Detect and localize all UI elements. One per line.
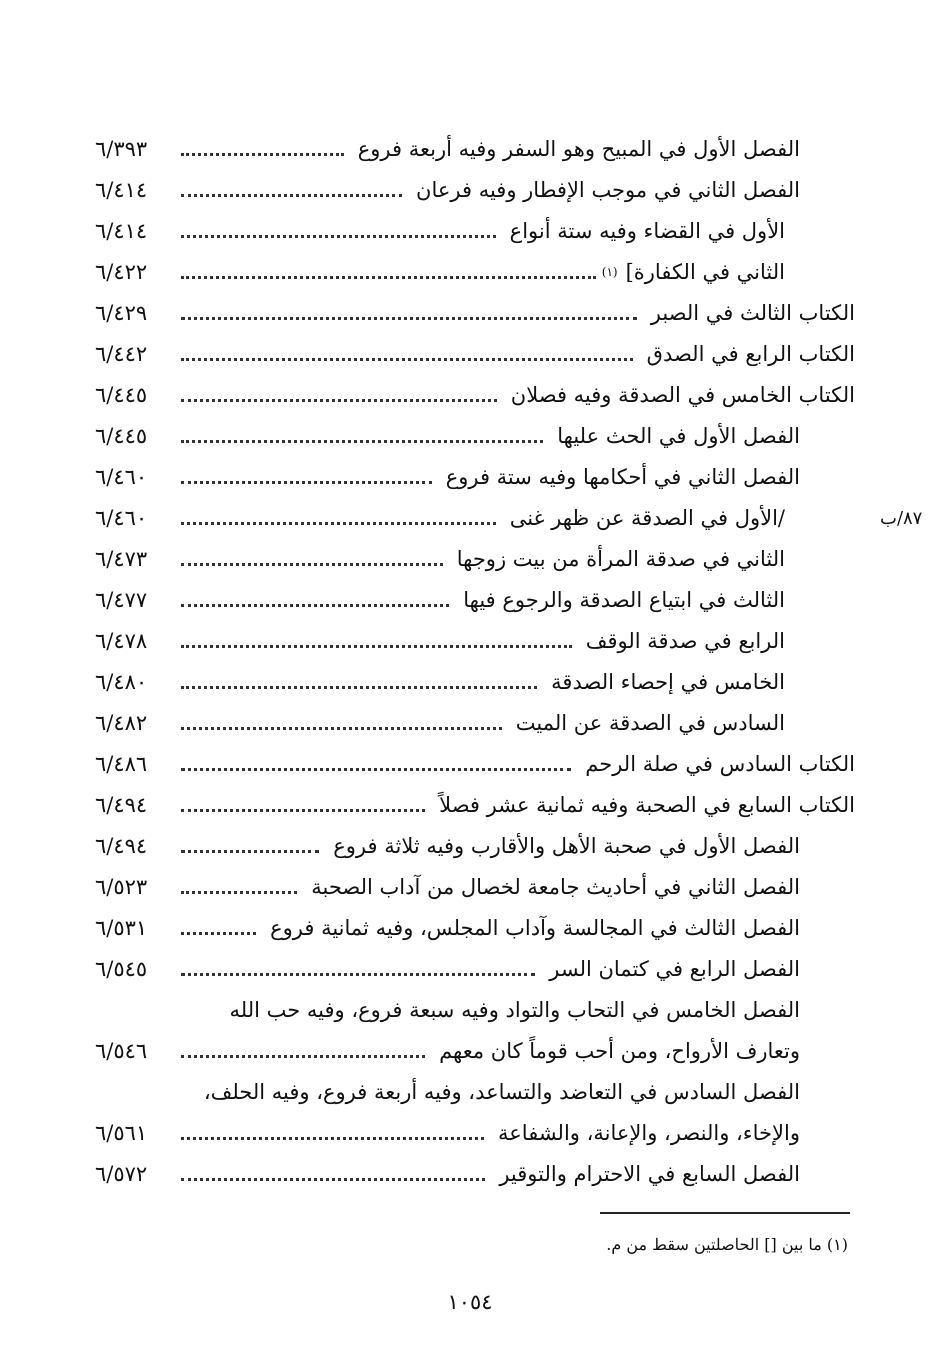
dot-leader [181, 727, 502, 730]
dot-leader [181, 850, 319, 853]
dot-leader [181, 399, 497, 402]
dot-leader [181, 686, 537, 689]
toc-entry-page: ٦/٥٦١ [95, 1120, 148, 1145]
toc-entry [95, 743, 855, 784]
toc-entry-page: ٦/٤١٤ [95, 177, 148, 202]
table-of-contents [95, 128, 855, 1194]
toc-entry-page: ٦/٣٩٣ [95, 136, 148, 161]
toc-entry-title: الخامس في إحصاء الصدقة [551, 669, 785, 694]
toc-entry [95, 1071, 855, 1112]
toc-entry-page: ٦/٥٧٢ [95, 1161, 148, 1186]
toc-entry-title: الرابع في صدقة الوقف [585, 628, 785, 653]
toc-entry-page: ٦/٥٢٣ [95, 874, 148, 899]
toc-entry [95, 251, 855, 292]
toc-entry [95, 169, 855, 210]
toc-entry-page: ٦/٤٢٢ [95, 259, 148, 284]
toc-entry-title: والإخاء، والنصر، والإعانة، والشفاعة [498, 1120, 800, 1145]
toc-entry [95, 292, 855, 333]
toc-entry-title: الكتاب الثالث في الصبر [650, 300, 855, 325]
toc-entry-page: ٦/٤٢٩ [95, 300, 148, 325]
dot-leader [181, 563, 443, 566]
toc-entry-title: الفصل الثالث في المجالسة وآداب المجلس، وفيه ثمانية فروع [270, 915, 800, 940]
toc-entry-title: السادس في الصدقة عن الميت [515, 710, 785, 735]
footnote: (١) ما بين [] الحاصلتين سقط من م. [606, 1235, 848, 1254]
toc-entry [95, 1112, 855, 1153]
toc-entry-page: ٦/٥٤٦ [95, 1038, 148, 1063]
dot-leader [181, 153, 344, 156]
dot-leader [181, 317, 637, 320]
dot-leader [181, 358, 633, 361]
footnote-marker: (١) [601, 264, 618, 279]
dot-leader [181, 768, 571, 771]
toc-entry-title: الفصل الثاني في موجب الإفطار وفيه فرعان [416, 177, 800, 202]
toc-entry [95, 128, 855, 169]
toc-entry-page: ٦/٥٣١ [95, 915, 148, 940]
margin-note: ٨٧/ب [880, 508, 923, 529]
toc-entry-title: الكتاب السادس في صلة الرحم [585, 751, 855, 776]
toc-entry-title: الفصل الثاني في أحاديث جامعة لخصال من آداب الصحبة [311, 874, 800, 899]
dot-leader [181, 1137, 484, 1140]
toc-entry-title: الثالث في ابتياع الصدقة والرجوع فيها [463, 587, 785, 612]
dot-leader [181, 604, 449, 607]
toc-entry [95, 989, 855, 1030]
toc-entry-page: ٦/٥٤٥ [95, 956, 148, 981]
toc-entry-title: الكتاب السابع في الصحبة وفيه ثمانية عشر فصلاً [439, 792, 855, 817]
toc-entry-title: الفصل الأول في الحث عليها [557, 423, 800, 448]
toc-entry [95, 333, 855, 374]
toc-entry [95, 538, 855, 579]
footnote-divider [600, 1212, 850, 1214]
toc-entry [95, 948, 855, 989]
toc-entry [95, 784, 855, 825]
dot-leader [181, 1055, 425, 1058]
toc-entry-page: ٦/٤٦٠ [95, 464, 148, 489]
dot-leader [181, 481, 432, 484]
toc-entry-page: ٦/٤١٤ [95, 218, 148, 243]
toc-entry [95, 497, 855, 538]
toc-entry-page: ٦/٤٤٢ [95, 341, 148, 366]
toc-entry [95, 1030, 855, 1071]
dot-leader [181, 276, 596, 279]
dot-leader [181, 194, 402, 197]
dot-leader [181, 522, 496, 525]
toc-entry [95, 210, 855, 251]
toc-entry-title: الأول في القضاء وفيه ستة أنواع [509, 218, 785, 243]
dot-leader [181, 440, 543, 443]
toc-entry [95, 661, 855, 702]
dot-leader [181, 645, 572, 648]
toc-entry [95, 907, 855, 948]
toc-entry [95, 620, 855, 661]
toc-entry-page: ٦/٤٤٥ [95, 382, 148, 407]
toc-entry-title: وتعارف الأرواح، ومن أحب قوماً كان معهم [439, 1038, 800, 1063]
toc-entry-title: الثاني في الكفارة] [625, 259, 785, 284]
dot-leader [181, 891, 297, 894]
page-number: ١٠٥٤ [447, 1290, 493, 1314]
toc-entry [95, 415, 855, 456]
toc-entry-page: ٦/٤٨٠ [95, 669, 148, 694]
toc-entry-page: ٦/٤٨٢ [95, 710, 148, 735]
dot-leader [181, 809, 425, 812]
toc-entry-page: ٦/٤٧٨ [95, 628, 148, 653]
toc-entry-title: الفصل الأول في المبيح وهو السفر وفيه أربعة فروع [357, 136, 800, 161]
toc-entry-title: /الأول في الصدقة عن ظهر غنى [509, 505, 785, 530]
toc-entry [95, 866, 855, 907]
toc-entry-title: الكتاب الخامس في الصدقة وفيه فصلان [510, 382, 855, 407]
toc-entry-title: الفصل السادس في التعاضد والتساعد، وفيه أربعة فروع، وفيه الحلف، [203, 1079, 800, 1104]
toc-entry [95, 702, 855, 743]
toc-entry-title: الفصل الأول في صحبة الأهل والأقارب وفيه ثلاثة فروع [333, 833, 800, 858]
dot-leader [181, 235, 496, 238]
dot-leader [181, 932, 256, 935]
toc-entry-title: الفصل السابع في الاحترام والتوقير [499, 1161, 800, 1186]
toc-entry [95, 374, 855, 415]
toc-entry-page: ٦/٤٩٤ [95, 833, 148, 858]
toc-entry-page: ٦/٤٦٠ [95, 505, 148, 530]
toc-entry-page: ٦/٤٤٥ [95, 423, 148, 448]
toc-entry-title: الفصل الخامس في التحاب والتواد وفيه سبعة فروع، وفيه حب الله [229, 997, 800, 1022]
toc-entry [95, 579, 855, 620]
toc-entry-page: ٦/٤٧٧ [95, 587, 148, 612]
toc-entry-page: ٦/٤٩٤ [95, 792, 148, 817]
toc-entry [95, 825, 855, 866]
toc-entry [95, 456, 855, 497]
toc-entry-title: الفصل الرابع في كتمان السر [549, 956, 800, 981]
dot-leader [181, 1178, 485, 1181]
toc-entry-page: ٦/٤٧٣ [95, 546, 148, 571]
dot-leader [181, 973, 535, 976]
toc-entry-title: الثاني في صدقة المرأة من بيت زوجها [456, 546, 785, 571]
toc-entry-title: الفصل الثاني في أحكامها وفيه ستة فروع [445, 464, 800, 489]
toc-entry-title: الكتاب الرابع في الصدق [646, 341, 855, 366]
toc-entry [95, 1153, 855, 1194]
toc-entry-page: ٦/٤٨٦ [95, 751, 148, 776]
